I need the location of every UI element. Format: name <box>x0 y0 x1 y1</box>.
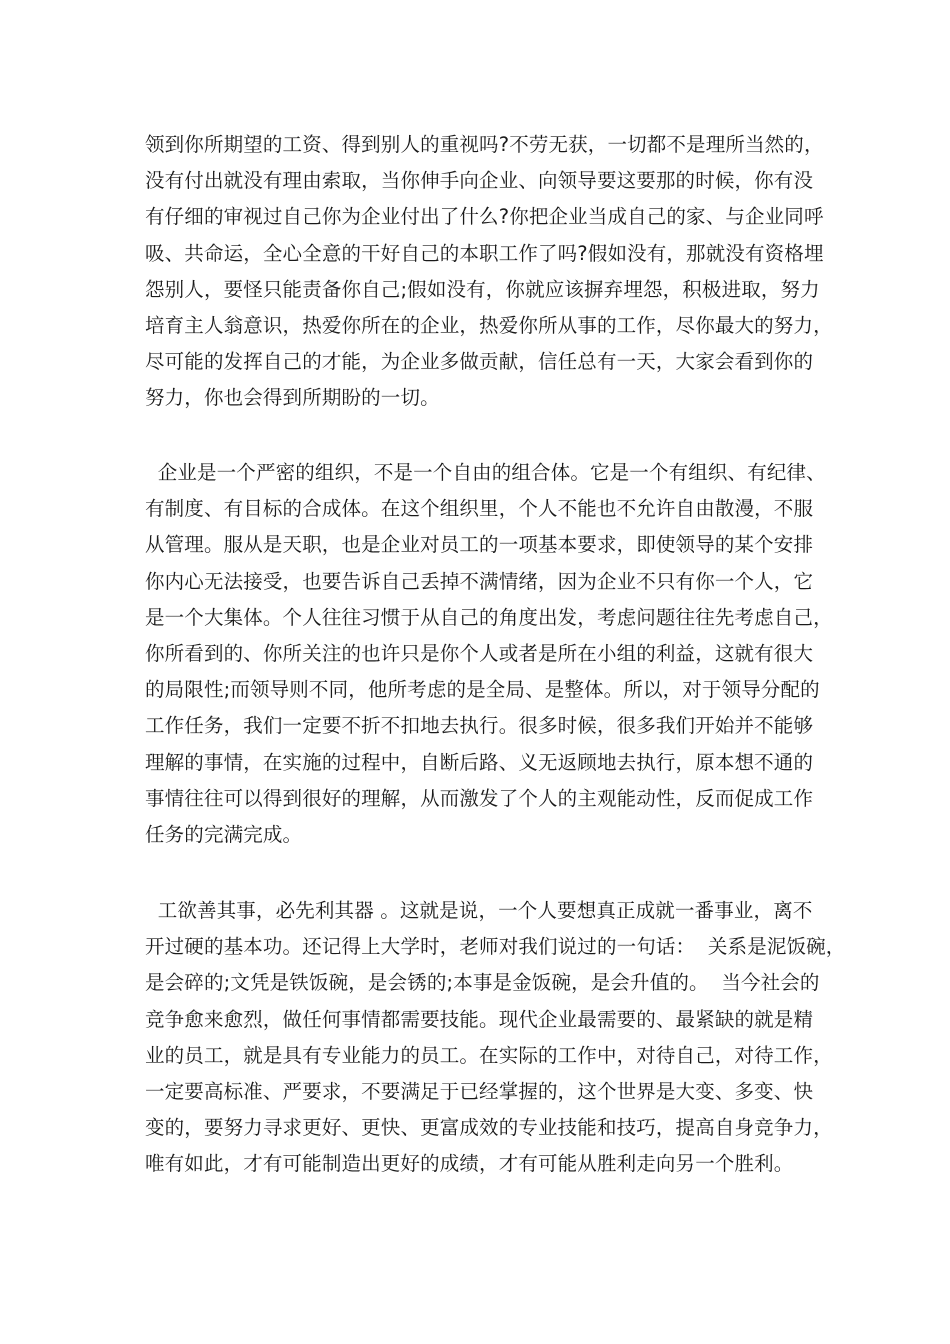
text-line: 工欲善其事，必先利其器 。这就是说，一个人要想真正成就一番事业，离不 <box>145 899 813 922</box>
text-line: 开过硬的基本功。还记得上大学时，老师对我们说过的一句话： 关系是泥饭碗， <box>145 935 846 959</box>
text-line: 理解的事情，在实施的过程中，自断后路、义无返顾地去执行，原本想不通的 <box>145 750 814 774</box>
paragraph-2 <box>145 455 833 853</box>
text-line: 变的，要努力寻求更好、更快、更富成效的专业技能和技巧，提高自身竞争力， <box>145 1116 833 1140</box>
text-line: 事情往往可以得到很好的理解，从而激发了个人的主观能动性，反而促成工作 <box>145 786 814 810</box>
text-line: 努力，你也会得到所期盼的一切。 <box>145 386 440 410</box>
text-line: 从管理。服从是天职，也是企业对员工的一项基本要求，即使领导的某个安排 <box>145 533 814 557</box>
text-line: 是一个大集体。个人往往习惯于从自己的角度出发，考虑问题往往先考虑自己， <box>145 605 833 629</box>
text-line: 任务的完满完成。 <box>145 822 303 846</box>
text-line: 有仔细的审视过自己你为企业付出了什么?你把企业当成自己的家、与企业同呼 <box>145 205 824 229</box>
text-line: 培育主人翁意识，热爱你所在的企业，热爱你所从事的工作，尽你最大的努力， <box>145 313 833 337</box>
text-line: 唯有如此，才有可能制造出更好的成绩，才有可能从胜利走向另一个胜利。 <box>145 1152 794 1176</box>
text-line: 业的员工，就是具有专业能力的员工。在实际的工作中，对待自己，对待工作， <box>145 1043 833 1067</box>
text-line: 竞争愈来愈烈，做任何事情都需要技能。现代企业最需要的、最紧缺的就是精 <box>145 1007 814 1031</box>
text-line: 有制度、有目标的合成体。在这个组织里，个人不能也不允许自由散漫，不服 <box>145 497 814 521</box>
text-line: 怨别人，要怪只能责备你自己;假如没有，你就应该摒弃埋怨，积极进取，努力 <box>145 277 820 301</box>
text-line: 你内心无法接受，也要告诉自己丢掉不满情绪，因为企业不只有你一个人，它 <box>145 569 814 593</box>
text-line: 领到你所期望的工资、得到别人的重视吗?不劳无获，一切都不是理所当然的， <box>145 133 824 156</box>
text-line: 你所看到的、你所关注的也许只是你个人或者是所在小组的利益，这就有很大 <box>145 641 814 665</box>
text-line: 没有付出就没有理由索取，当你伸手向企业、向领导要这要那的时候，你有没 <box>145 169 814 193</box>
text-line: 吸、共命运，全心全意的干好自己的本职工作了吗?假如没有，那就没有资格埋 <box>145 241 824 265</box>
text-line: 企业是一个严密的组织，不是一个自由的组合体。它是一个有组织、有纪律、 <box>145 461 826 484</box>
text-line: 的局限性;而领导则不同，他所考虑的是全局、是整体。所以，对于领导分配的 <box>145 678 820 702</box>
paragraph-3 <box>145 893 846 1183</box>
text-line: 是会碎的;文凭是铁饭碗，是会锈的;本事是金饭碗，是会升值的。 当今社会的 <box>145 971 820 995</box>
text-line: 尽可能的发挥自己的才能，为企业多做贡献，信任总有一天，大家会看到你的 <box>145 350 814 374</box>
text-line: 一定要高标准、严要求，不要满足于已经掌握的，这个世界是大变、多变、快 <box>145 1079 814 1103</box>
paragraph-1 <box>145 127 833 417</box>
text-line: 工作任务，我们一定要不折不扣地去执行。很多时候，很多我们开始并不能够 <box>145 714 814 738</box>
